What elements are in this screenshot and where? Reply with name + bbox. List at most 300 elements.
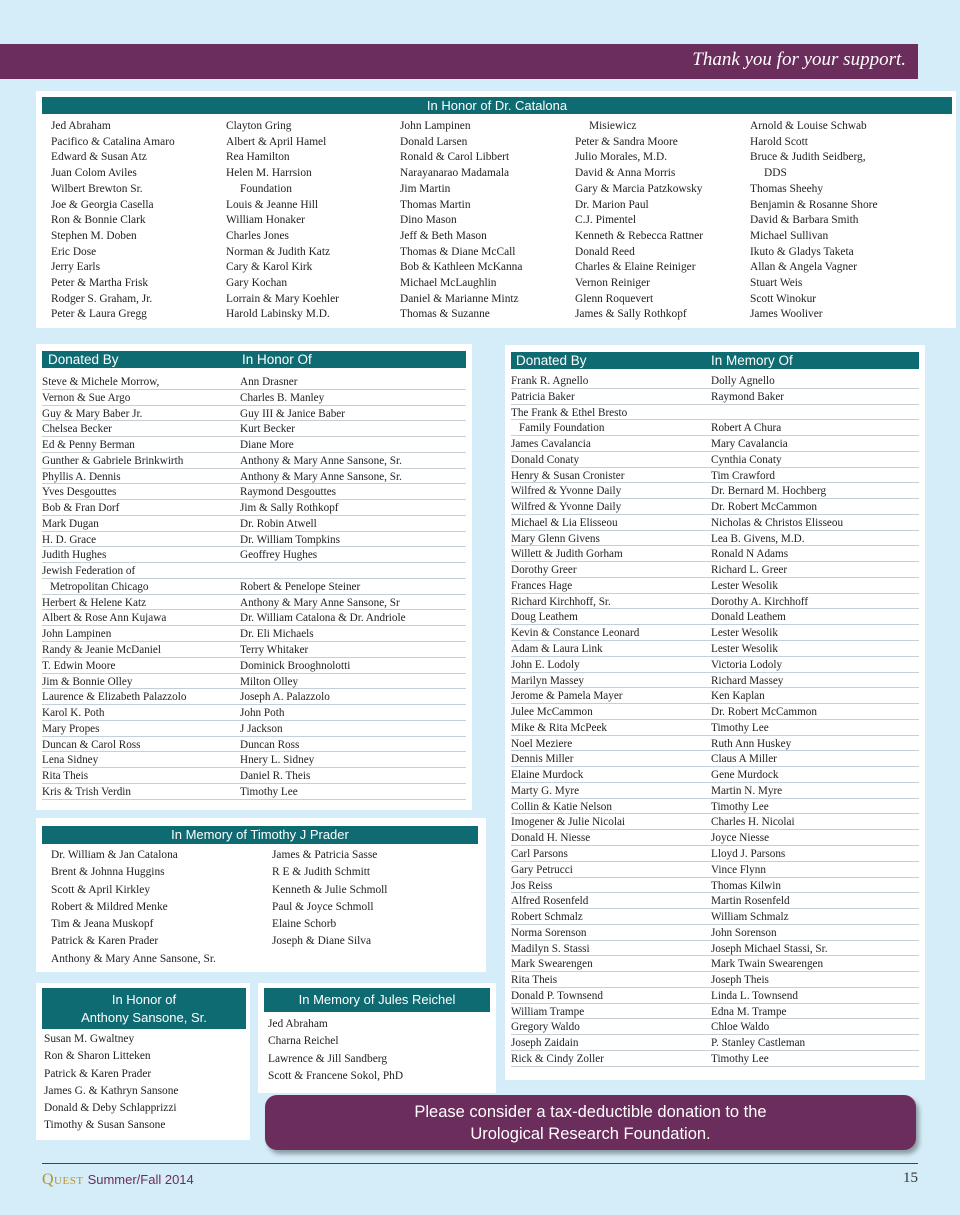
honoree-cell: Terry Whitaker — [240, 644, 309, 657]
table-row — [511, 1035, 919, 1051]
donor-name: Ron & Sharon Litteken — [44, 1050, 151, 1063]
donor-name: Peter & Sandra Moore — [575, 135, 678, 148]
donor-cell: The Frank & Ethel Bresto — [511, 406, 628, 419]
donor-cell: Doug Leathem — [511, 611, 578, 624]
donor-cell: Randy & Jeanie McDaniel — [42, 644, 161, 657]
table-row — [511, 736, 919, 752]
donor-name: Harold Labinsky M.D. — [226, 308, 330, 321]
donor-name: Robert & Mildred Menke — [51, 900, 168, 913]
donor-name: Narayanarao Madamala — [400, 167, 510, 180]
prader-header — [42, 826, 478, 844]
catalona-col-2 — [226, 119, 339, 323]
honoree-cell: Lester Wesolik — [711, 643, 778, 656]
donor-cell: Jewish Federation of — [42, 565, 136, 578]
donor-cell: John Lampinen — [42, 628, 112, 641]
honoree-cell: Guy III & Janice Baber — [240, 407, 345, 420]
honoree-cell: Linda L. Townsend — [711, 989, 798, 1002]
donor-name: Wilbert Brewton Sr. — [51, 182, 143, 195]
memory-head-donated-by: Donated By — [516, 353, 587, 368]
prader-col-1 — [51, 847, 216, 968]
donor-name: Clayton Gring — [226, 120, 292, 132]
donor-name: Brent & Johnna Huggins — [51, 866, 165, 879]
donor-cell: Willett & Judith Gorham — [511, 548, 623, 561]
catalona-col-1 — [51, 119, 175, 323]
honoree-cell: Lloyd J. Parsons — [711, 847, 786, 860]
table-row — [42, 610, 466, 626]
donor-name: Anthony & Mary Anne Sansone, Sr. — [51, 952, 216, 965]
donor-name: Gary & Marcia Patzkowsky — [575, 182, 703, 195]
donor-name: Scott & April Kirkley — [51, 883, 151, 896]
table-row — [511, 515, 919, 531]
donor-cell: Elaine Murdock — [511, 769, 584, 782]
honoree-cell: Joyce Niesse — [711, 832, 770, 845]
donor-cell: Mary Glenn Givens — [511, 532, 600, 545]
honor-head-in-honor-of: In Honor Of — [242, 352, 312, 367]
table-row — [511, 546, 919, 562]
table-row — [511, 956, 919, 972]
donor-name: Charles & Elaine Reiniger — [575, 261, 696, 274]
donor-name: Michael McLaughlin — [400, 277, 497, 290]
donor-cell: Madilyn S. Stassi — [511, 942, 590, 955]
donor-name: Timothy & Susan Sansone — [44, 1119, 166, 1132]
table-row — [511, 673, 919, 689]
donor-cell: Joseph Zaidain — [511, 1037, 579, 1050]
callout-line-2: Urological Research Foundation. — [470, 1125, 711, 1143]
table-row — [511, 941, 919, 957]
donor-name: Tim & Jeana Muskopf — [51, 918, 154, 931]
table-row — [511, 531, 919, 547]
honoree-cell: William Schmalz — [711, 911, 789, 924]
table-row — [42, 390, 466, 406]
donor-cell: Kevin & Constance Leonard — [511, 627, 640, 640]
donor-cell: Collin & Katie Nelson — [511, 800, 612, 813]
catalona-panel — [36, 91, 956, 328]
donor-cell: Phyllis A. Dennis — [42, 470, 121, 483]
donor-name: Harold Scott — [750, 135, 808, 148]
honoree-cell: Dr. Robert McCammon — [711, 501, 817, 514]
donor-name: Stuart Weis — [750, 277, 803, 290]
honoree-cell: Anthony & Mary Anne Sansone, Sr. — [240, 454, 402, 467]
donor-cell: Frank R. Agnello — [511, 375, 589, 387]
donor-cell: Duncan & Carol Ross — [42, 738, 141, 751]
table-row — [511, 783, 919, 799]
table-row — [511, 609, 919, 625]
honoree-cell: Dominick Brooghnolotti — [240, 659, 351, 672]
table-row — [42, 705, 466, 721]
honoree-cell: Dr. Robin Atwell — [240, 517, 317, 530]
honoree-cell: Joseph Theis — [711, 974, 769, 987]
honoree-cell: Dr. William Catalona & Dr. Andriole — [240, 612, 406, 625]
donor-name: Kenneth & Rebecca Rattner — [575, 229, 704, 242]
honoree-cell: Ruth Ann Huskey — [711, 737, 792, 750]
donation-callout — [265, 1095, 916, 1150]
honoree-cell: Donald Leathem — [711, 611, 786, 624]
table-row — [42, 689, 466, 705]
honoree-cell: Timothy Lee — [711, 800, 769, 813]
honoree-cell: Dr. William Tompkins — [240, 533, 340, 546]
donor-cell: Albert & Rose Ann Kujawa — [42, 612, 167, 625]
honoree-cell: Martin Rosenfeld — [711, 895, 790, 908]
table-row — [42, 484, 466, 500]
catalona-col-4 — [575, 119, 703, 323]
donor-cell: Carl Parsons — [511, 847, 568, 860]
honoree-cell: Dr. Robert McCammon — [711, 706, 817, 719]
honoree-cell: Nicholas & Christos Elisseou — [711, 516, 844, 529]
honoree-cell: Charles B. Manley — [240, 391, 325, 404]
donor-cell: Marty G. Myre — [511, 784, 580, 797]
donor-cell: Lena Sidney — [42, 754, 99, 767]
table-row — [511, 988, 919, 1004]
sansone-title-line-1: In Honor of — [111, 992, 177, 1007]
donor-name: Paul & Joyce Schmoll — [272, 900, 374, 913]
honoree-cell: Chloe Waldo — [711, 1021, 770, 1034]
donor-cell: Jerome & Pamela Mayer — [511, 690, 623, 703]
table-row — [42, 516, 466, 532]
donor-name: Scott Winokur — [750, 292, 817, 305]
donor-cell: Kris & Trish Verdin — [42, 785, 132, 798]
donor-cell: Rita Theis — [511, 974, 558, 987]
memory-head-in-memory-of: In Memory Of — [711, 353, 793, 368]
honoree-cell: Anthony & Mary Anne Sansone, Sr. — [240, 470, 402, 483]
honoree-cell: J Jackson — [240, 722, 283, 735]
magazine-logo: Quest — [42, 1171, 84, 1188]
donor-cell: H. D. Grace — [42, 533, 97, 546]
donor-cell: James Cavalancia — [511, 438, 591, 451]
page-number: 15 — [903, 1170, 918, 1186]
footer-rule — [42, 1163, 918, 1164]
donor-cell: Jos Reiss — [511, 879, 553, 892]
donor-name: Lawrence & Jill Sandberg — [268, 1052, 388, 1065]
donor-name: James Wooliver — [750, 308, 823, 321]
catalona-col-3 — [400, 119, 522, 323]
donor-cell: Mark Dugan — [42, 517, 99, 530]
reichel-names — [268, 1016, 403, 1085]
donor-cell: Rick & Cindy Zoller — [511, 1052, 604, 1065]
table-row — [42, 421, 466, 437]
donor-cell: Mike & Rita McPeek — [511, 721, 608, 734]
memory-rows — [511, 373, 919, 1067]
donor-name: Thomas & Suzanne — [400, 308, 490, 321]
donor-cell: Alfred Rosenfeld — [511, 895, 589, 908]
catalona-header — [42, 97, 952, 114]
table-row — [511, 562, 919, 578]
table-row — [511, 483, 919, 499]
donor-name: Dino Mason — [400, 214, 457, 227]
honoree-cell: Claus A Miller — [711, 753, 777, 766]
donor-cell: Noel Meziere — [511, 737, 573, 750]
sansone-names — [44, 1031, 178, 1135]
donor-name: Daniel & Marianne Mintz — [400, 292, 519, 305]
donor-name: Foundation — [240, 182, 292, 195]
honoree-cell: John Poth — [240, 707, 285, 720]
donor-name: William Honaker — [226, 214, 305, 227]
honoree-cell: Dorothy A. Kirchhoff — [711, 595, 809, 608]
donor-name: Benjamin & Rosanne Shore — [750, 198, 878, 211]
donor-name: Michael Sullivan — [750, 229, 829, 242]
table-row — [511, 578, 919, 594]
honoree-cell: Gene Murdock — [711, 769, 779, 782]
donor-name: Ronald & Carol Libbert — [400, 151, 510, 164]
donor-cell: Henry & Susan Cronister — [511, 469, 625, 482]
donor-name: Patrick & Karen Prader — [44, 1067, 152, 1080]
donor-cell: Dorothy Greer — [511, 564, 577, 577]
donor-name: Julio Morales, M.D. — [575, 151, 668, 164]
honoree-cell: Mary Cavalancia — [711, 438, 788, 451]
memory-table-panel — [505, 345, 925, 1080]
table-row — [42, 469, 466, 485]
honoree-cell: Lester Wesolik — [711, 579, 778, 592]
table-row — [42, 547, 466, 563]
table-row — [511, 499, 919, 515]
donor-cell: Ed & Penny Berman — [42, 439, 135, 452]
table-row — [42, 500, 466, 516]
honoree-cell: P. Stanley Castleman — [711, 1037, 806, 1050]
donor-cell: Jim & Bonnie Olley — [42, 675, 133, 688]
donor-name: Charna Reichel — [268, 1035, 339, 1048]
footer-issue — [42, 1171, 194, 1189]
table-row — [42, 579, 466, 595]
donor-name: Joseph & Diane Silva — [272, 935, 372, 948]
donor-cell: Chelsea Becker — [42, 423, 112, 436]
table-row — [511, 704, 919, 720]
table-row — [42, 658, 466, 674]
sansone-header — [42, 988, 246, 1029]
donor-name: DDS — [764, 167, 787, 180]
donor-name: Stephen M. Doben — [51, 229, 137, 242]
table-row — [511, 1019, 919, 1035]
donor-name: Kenneth & Julie Schmoll — [272, 883, 388, 896]
honoree-cell: Richard Massey — [711, 674, 784, 687]
donor-cell: Robert Schmalz — [511, 911, 583, 924]
catalona-title: In Honor of Dr. Catalona — [426, 98, 568, 113]
honoree-cell: Timothy Lee — [711, 721, 769, 734]
donor-name: Patrick & Karen Prader — [51, 935, 159, 948]
honoree-cell: Ronald N Adams — [711, 548, 789, 561]
donor-name: James G. & Kathryn Sansone — [44, 1084, 179, 1097]
table-row — [42, 563, 466, 579]
honoree-cell: Joseph A. Palazzolo — [240, 691, 330, 704]
donor-cell: Herbert & Helene Katz — [42, 596, 147, 609]
donor-name: Cary & Karol Kirk — [226, 261, 313, 274]
table-row — [511, 909, 919, 925]
honoree-cell: Dolly Agnello — [711, 375, 775, 387]
donor-name: Thomas Martin — [400, 198, 471, 211]
donor-name: Susan M. Gwaltney — [44, 1033, 135, 1045]
honoree-cell: Ann Drasner — [240, 376, 298, 388]
donor-cell: Donald H. Niesse — [511, 832, 591, 845]
table-row — [511, 389, 919, 405]
honoree-cell: Joseph Michael Stassi, Sr. — [711, 942, 828, 955]
honoree-cell: Cynthia Conaty — [711, 453, 782, 466]
donor-name: Rodger S. Graham, Jr. — [51, 292, 153, 305]
donor-name: James & Sally Rothkopf — [575, 308, 687, 321]
table-row — [511, 893, 919, 909]
table-row — [42, 406, 466, 422]
table-row — [42, 721, 466, 737]
honoree-cell: Daniel R. Theis — [240, 770, 311, 783]
donor-cell: Patricia Baker — [511, 390, 575, 403]
table-row — [511, 830, 919, 846]
table-row — [511, 688, 919, 704]
banner-text: Thank you for your support. — [692, 49, 906, 70]
honoree-cell: Vince Flynn — [711, 863, 766, 876]
donor-cell: Dennis Miller — [511, 753, 574, 766]
table-row — [511, 972, 919, 988]
honoree-cell: John Sorenson — [711, 926, 777, 939]
donor-name: David & Barbara Smith — [750, 214, 859, 227]
honoree-cell: Tim Crawford — [711, 469, 775, 482]
honoree-cell: Timothy Lee — [711, 1052, 769, 1065]
donor-name: Dr. William & Jan Catalona — [51, 849, 178, 861]
table-row — [42, 737, 466, 753]
donor-cell: Wilfred & Yvonne Daily — [511, 501, 622, 514]
donor-name: Thomas & Diane McCall — [400, 245, 516, 258]
table-row — [511, 751, 919, 767]
table-row — [511, 657, 919, 673]
table-row — [42, 453, 466, 469]
sansone-title-line-2: Anthony Sansone, Sr. — [81, 1010, 207, 1025]
donor-cell: Marilyn Massey — [511, 674, 585, 687]
donor-name: Gary Kochan — [226, 277, 288, 290]
donor-name: Thomas Sheehy — [750, 182, 824, 195]
donor-name: Dr. Marion Paul — [575, 198, 649, 211]
donor-cell: Metropolitan Chicago — [50, 580, 149, 593]
table-row — [511, 862, 919, 878]
honoree-cell: Mark Twain Swearengen — [711, 958, 824, 971]
table-row — [511, 925, 919, 941]
honoree-cell: Martin N. Myre — [711, 784, 783, 797]
donor-name: Peter & Martha Frisk — [51, 277, 149, 290]
donor-name: Elaine Schorb — [272, 918, 337, 931]
memory-table-header — [511, 352, 919, 369]
reichel-header — [264, 988, 490, 1012]
honoree-cell: Anthony & Mary Anne Sansone, Sr — [240, 596, 400, 609]
table-row — [42, 532, 466, 548]
donor-name: Lorrain & Mary Koehler — [226, 292, 339, 305]
table-row — [511, 420, 919, 436]
donor-cell: Bob & Fran Dorf — [42, 502, 120, 515]
donor-name: Bruce & Judith Seidberg, — [750, 151, 866, 164]
donor-name: Peter & Laura Gregg — [51, 308, 147, 321]
donor-name: R E & Judith Schmitt — [272, 866, 371, 879]
honor-table-header — [42, 351, 466, 368]
donor-cell: Gregory Waldo — [511, 1021, 580, 1034]
honoree-cell: Timothy Lee — [240, 785, 298, 798]
honoree-cell: Thomas Kilwin — [711, 879, 781, 892]
table-row — [42, 768, 466, 784]
table-row — [42, 752, 466, 768]
table-row — [511, 625, 919, 641]
callout-line-1: Please consider a tax-deductible donation to the — [414, 1103, 767, 1121]
donor-name: Eric Dose — [51, 245, 97, 258]
table-row — [42, 674, 466, 690]
honoree-cell: Edna M. Trampe — [711, 1005, 787, 1018]
donor-name: Donald Reed — [575, 245, 635, 258]
donor-name: Misiewicz — [589, 120, 637, 132]
donor-cell: T. Edwin Moore — [42, 659, 116, 672]
table-row — [511, 373, 919, 389]
honoree-cell: Duncan Ross — [240, 738, 300, 751]
donor-name: Jeff & Beth Mason — [400, 229, 487, 242]
donor-name: C.J. Pimentel — [575, 214, 637, 227]
donor-name: Vernon Reiniger — [575, 277, 650, 290]
donor-name: David & Anna Morris — [575, 167, 676, 180]
donor-name: Edward & Susan Atz — [51, 151, 147, 164]
table-row — [511, 767, 919, 783]
honoree-cell: Richard L. Greer — [711, 564, 788, 577]
honoree-cell: Ken Kaplan — [711, 690, 765, 703]
honoree-cell: Dr. Eli Michaels — [240, 628, 314, 641]
table-row — [511, 846, 919, 862]
sansone-panel — [36, 983, 250, 1140]
donor-name: Joe & Georgia Casella — [51, 198, 154, 211]
donor-cell: Mark Swearengen — [511, 958, 593, 971]
donor-name: James & Patricia Sasse — [272, 849, 378, 861]
honor-rows — [42, 374, 466, 800]
donor-cell: Karol K. Poth — [42, 707, 105, 720]
donor-cell: Richard Kirchhoff, Sr. — [511, 595, 611, 608]
table-row — [511, 405, 919, 421]
honor-table-panel — [36, 344, 472, 810]
table-row — [42, 374, 466, 390]
table-row — [42, 626, 466, 642]
donor-name: Scott & Francene Sokol, PhD — [268, 1069, 404, 1082]
prader-panel — [36, 818, 486, 972]
donor-name: Jerry Earls — [51, 261, 101, 274]
table-row — [511, 452, 919, 468]
table-row — [511, 1004, 919, 1020]
table-row — [511, 436, 919, 452]
table-row — [511, 641, 919, 657]
table-row — [511, 468, 919, 484]
donor-cell: Donald Conaty — [511, 453, 580, 466]
donor-cell: Gunther & Gabriele Brinkwirth — [42, 454, 184, 467]
honoree-cell: Robert A Chura — [711, 422, 782, 435]
donor-cell: Mary Propes — [42, 722, 100, 735]
honoree-cell: Robert & Penelope Steiner — [240, 580, 361, 593]
honoree-cell: Jim & Sally Rothkopf — [240, 502, 339, 515]
donor-cell: Steve & Michele Morrow, — [42, 376, 160, 388]
honoree-cell: Victoria Lodoly — [711, 658, 783, 671]
donor-name: Bob & Kathleen McKanna — [400, 261, 523, 274]
honoree-cell: Charles H. Nicolai — [711, 816, 795, 829]
donor-cell: John E. Lodoly — [511, 658, 580, 671]
donor-cell: Wilfred & Yvonne Daily — [511, 485, 622, 498]
donor-cell: Judith Hughes — [42, 549, 107, 562]
donor-name: Pacifico & Catalina Amaro — [51, 135, 175, 148]
donor-cell: Rita Theis — [42, 770, 89, 783]
donor-cell: Vernon & Sue Argo — [42, 391, 131, 404]
donor-cell: Yves Desgouttes — [42, 486, 117, 499]
donor-name: Helen M. Harrsion — [226, 167, 312, 180]
honoree-cell: Geoffrey Hughes — [240, 549, 318, 562]
donor-name: John Lampinen — [400, 120, 471, 132]
honoree-cell: Milton Olley — [240, 675, 299, 688]
donor-name: Juan Colom Aviles — [51, 167, 137, 180]
donor-name: Albert & April Hamel — [226, 135, 327, 148]
donor-cell: Julee McCammon — [511, 706, 593, 719]
donor-name: Jed Abraham — [51, 120, 111, 132]
honoree-cell: Diane More — [240, 439, 294, 452]
donor-name: Rea Hamilton — [226, 151, 290, 164]
donor-name: Donald & Deby Schlapprizzi — [44, 1102, 177, 1115]
prader-col-2 — [272, 847, 387, 951]
donor-name: Glenn Roquevert — [575, 292, 654, 305]
donor-cell: Frances Hage — [511, 579, 573, 592]
honor-head-donated-by: Donated By — [48, 352, 119, 367]
donor-cell: Family Foundation — [519, 422, 605, 435]
table-row — [42, 642, 466, 658]
